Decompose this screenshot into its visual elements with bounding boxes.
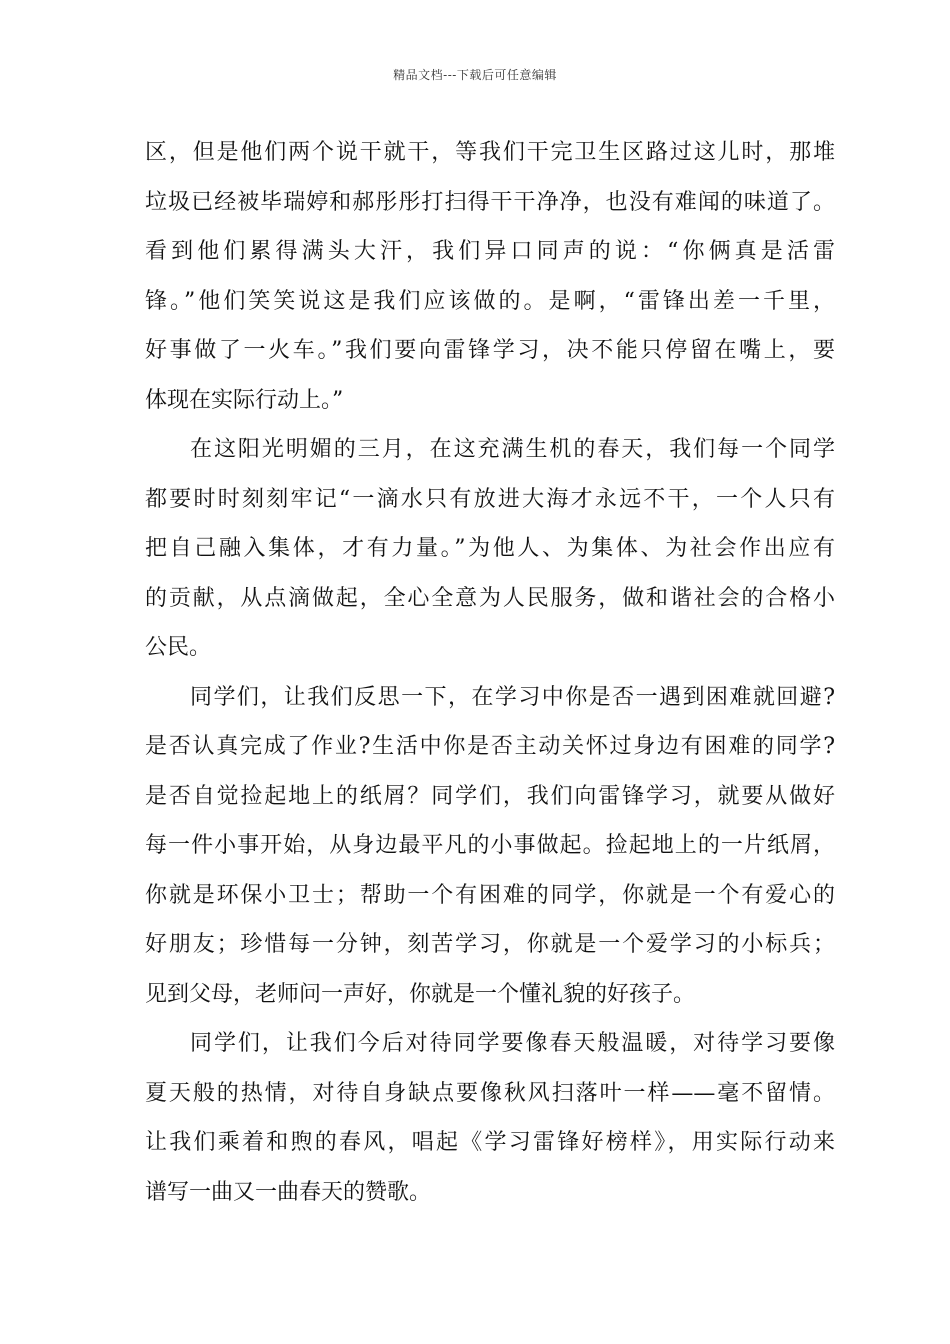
text-line: 见到父母，老师问一声好，你就是一个懂礼貌的好孩子。 xyxy=(145,981,696,1007)
text-line: 区，但是他们两个说干就干，等我们干完卫生区路过这儿时，那堆 xyxy=(145,140,835,165)
text-line: 好事做了一火车。”我们要向雷锋学习，决不能只停留在嘴上，要 xyxy=(145,338,835,363)
text-line: 在这阳光明媚的三月，在这充满生机的春天，我们每一个同学 xyxy=(190,437,835,462)
paragraph-3 xyxy=(145,673,835,1020)
paragraph-4 xyxy=(145,1019,835,1217)
page-header: 精品文档---下载后可任意编辑 xyxy=(393,68,557,82)
text-line: 是否自觉捡起地上的纸屑？同学们，我们向雷锋学习，就要从做好 xyxy=(145,783,835,809)
text-line: 是否认真完成了作业?生活中你是否主动关怀过身边有困难的同学? xyxy=(145,734,835,759)
text-line: 看到他们累得满头大汗，我们异口同声的说：“你俩真是活雷 xyxy=(145,239,835,264)
text-line: 谱写一曲又一曲春天的赞歌。 xyxy=(145,1179,432,1205)
paragraph-2 xyxy=(145,425,835,673)
text-line: 垃圾已经被毕瑞婷和郝彤彤打扫得干干净净，也没有难闻的味道了。 xyxy=(145,189,835,215)
text-line: 让我们乘着和煦的春风，唱起《学习雷锋好榜样》，用实际行动来 xyxy=(145,1130,835,1155)
text-line: 同学们，让我们今后对待同学要像春天般温暖，对待学习要像 xyxy=(190,1031,835,1056)
text-line: 的贡献，从点滴做起，全心全意为人民服务，做和谐社会的合格小 xyxy=(145,585,835,611)
text-line: 把自己融入集体，才有力量。”为他人、为集体、为社会作出应有 xyxy=(145,536,835,561)
paragraph-1 xyxy=(145,128,835,425)
text-line: 你就是环保小卫士；帮助一个有困难的同学，你就是一个有爱心的 xyxy=(145,882,835,908)
text-line: 每一件小事开始，从身边最平凡的小事做起。捡起地上的一片纸屑， xyxy=(145,833,835,858)
text-line: 都要时时刻刻牢记“一滴水只有放进大海才永远不干，一个人只有 xyxy=(145,486,835,512)
text-line: 体现在实际行动上。” xyxy=(145,387,344,413)
text-line: 同学们，让我们反思一下，在学习中你是否一遇到困难就回避? xyxy=(190,684,835,710)
text-line: 锋。”他们笑笑说这是我们应该做的。是啊，“雷锋出差一千里， xyxy=(145,288,835,314)
text-line: 公民。 xyxy=(145,635,212,660)
document-body xyxy=(145,128,835,1217)
text-line: 夏天般的热情，对待自身缺点要像秋风扫落叶一样——毫不留情。 xyxy=(145,1080,835,1106)
text-line: 好朋友；珍惜每一分钟，刻苦学习，你就是一个爱学习的小标兵； xyxy=(145,932,835,957)
